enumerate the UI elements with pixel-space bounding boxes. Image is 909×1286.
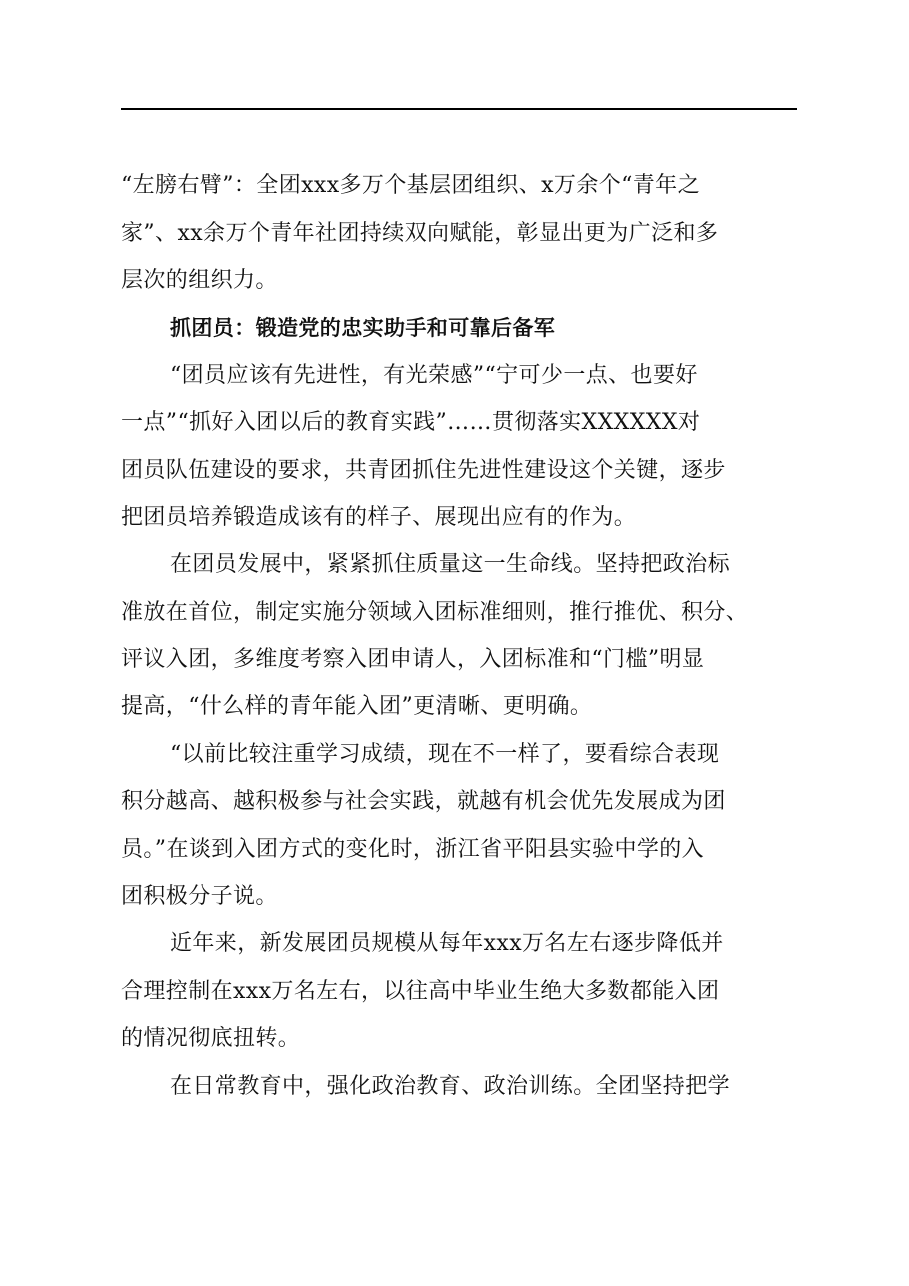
section-heading: 抓团员：锻造党的忠实助手和可靠后备军 (170, 316, 556, 340)
paragraph-line: “左膀右臂”：全团xxx多万个基层团组织、x万余个“青年之 (121, 173, 700, 198)
paragraph-line: 在团员发展中，紧紧抓住质量这一生命线。坚持把政治标 (170, 552, 731, 577)
paragraph-line: “团员应该有先进性，有光荣感”“宁可少一点、也要好 (170, 363, 698, 388)
paragraph-line: 评议入团，多维度考察入团申请人，入团标准和“门槛”明显 (121, 647, 705, 672)
paragraph-line: 合理控制在xxx万名左右，以往高中毕业生绝大多数都能入团 (121, 979, 720, 1004)
paragraph-line: 近年来，新发展团员规模从每年xxx万名左右逐步降低并 (170, 931, 724, 956)
paragraph-line: 一点”“抓好入团以后的教育实践”……贯彻落实XXXXXX对 (121, 410, 701, 435)
paragraph-line: 员。”在谈到入团方式的变化时，浙江省平阳县实验中学的入 (121, 837, 705, 862)
header-rule (121, 108, 797, 110)
paragraph-line: 团员队伍建设的要求，共青团抓住先进性建设这个关键，逐步 (121, 458, 726, 483)
paragraph-line: 准放在首位，制定实施分领域入团标准细则，推行推优、积分、 (121, 600, 749, 625)
paragraph-line: 团积极分子说。 (121, 884, 278, 909)
paragraph-line: 层次的组织力。 (121, 268, 278, 293)
paragraph-line: 提高，“什么样的青年能入团”更清晰、更明确。 (121, 694, 593, 719)
paragraph-line: 的情况彻底扭转。 (121, 1026, 301, 1051)
paragraph-line: “以前比较注重学习成绩，现在不一样了，要看综合表现 (170, 742, 720, 767)
paragraph-line: 把团员培养锻造成该有的样子、展现出应有的作为。 (121, 505, 637, 530)
paragraph-line: 在日常教育中，强化政治教育、政治训练。全团坚持把学 (170, 1074, 731, 1099)
paragraph-line: 积分越高、越积极参与社会实践，就越有机会优先发展成为团 (121, 789, 726, 814)
paragraph-line: 家”、xx余万个青年社团持续双向赋能，彰显出更为广泛和多 (121, 221, 719, 246)
